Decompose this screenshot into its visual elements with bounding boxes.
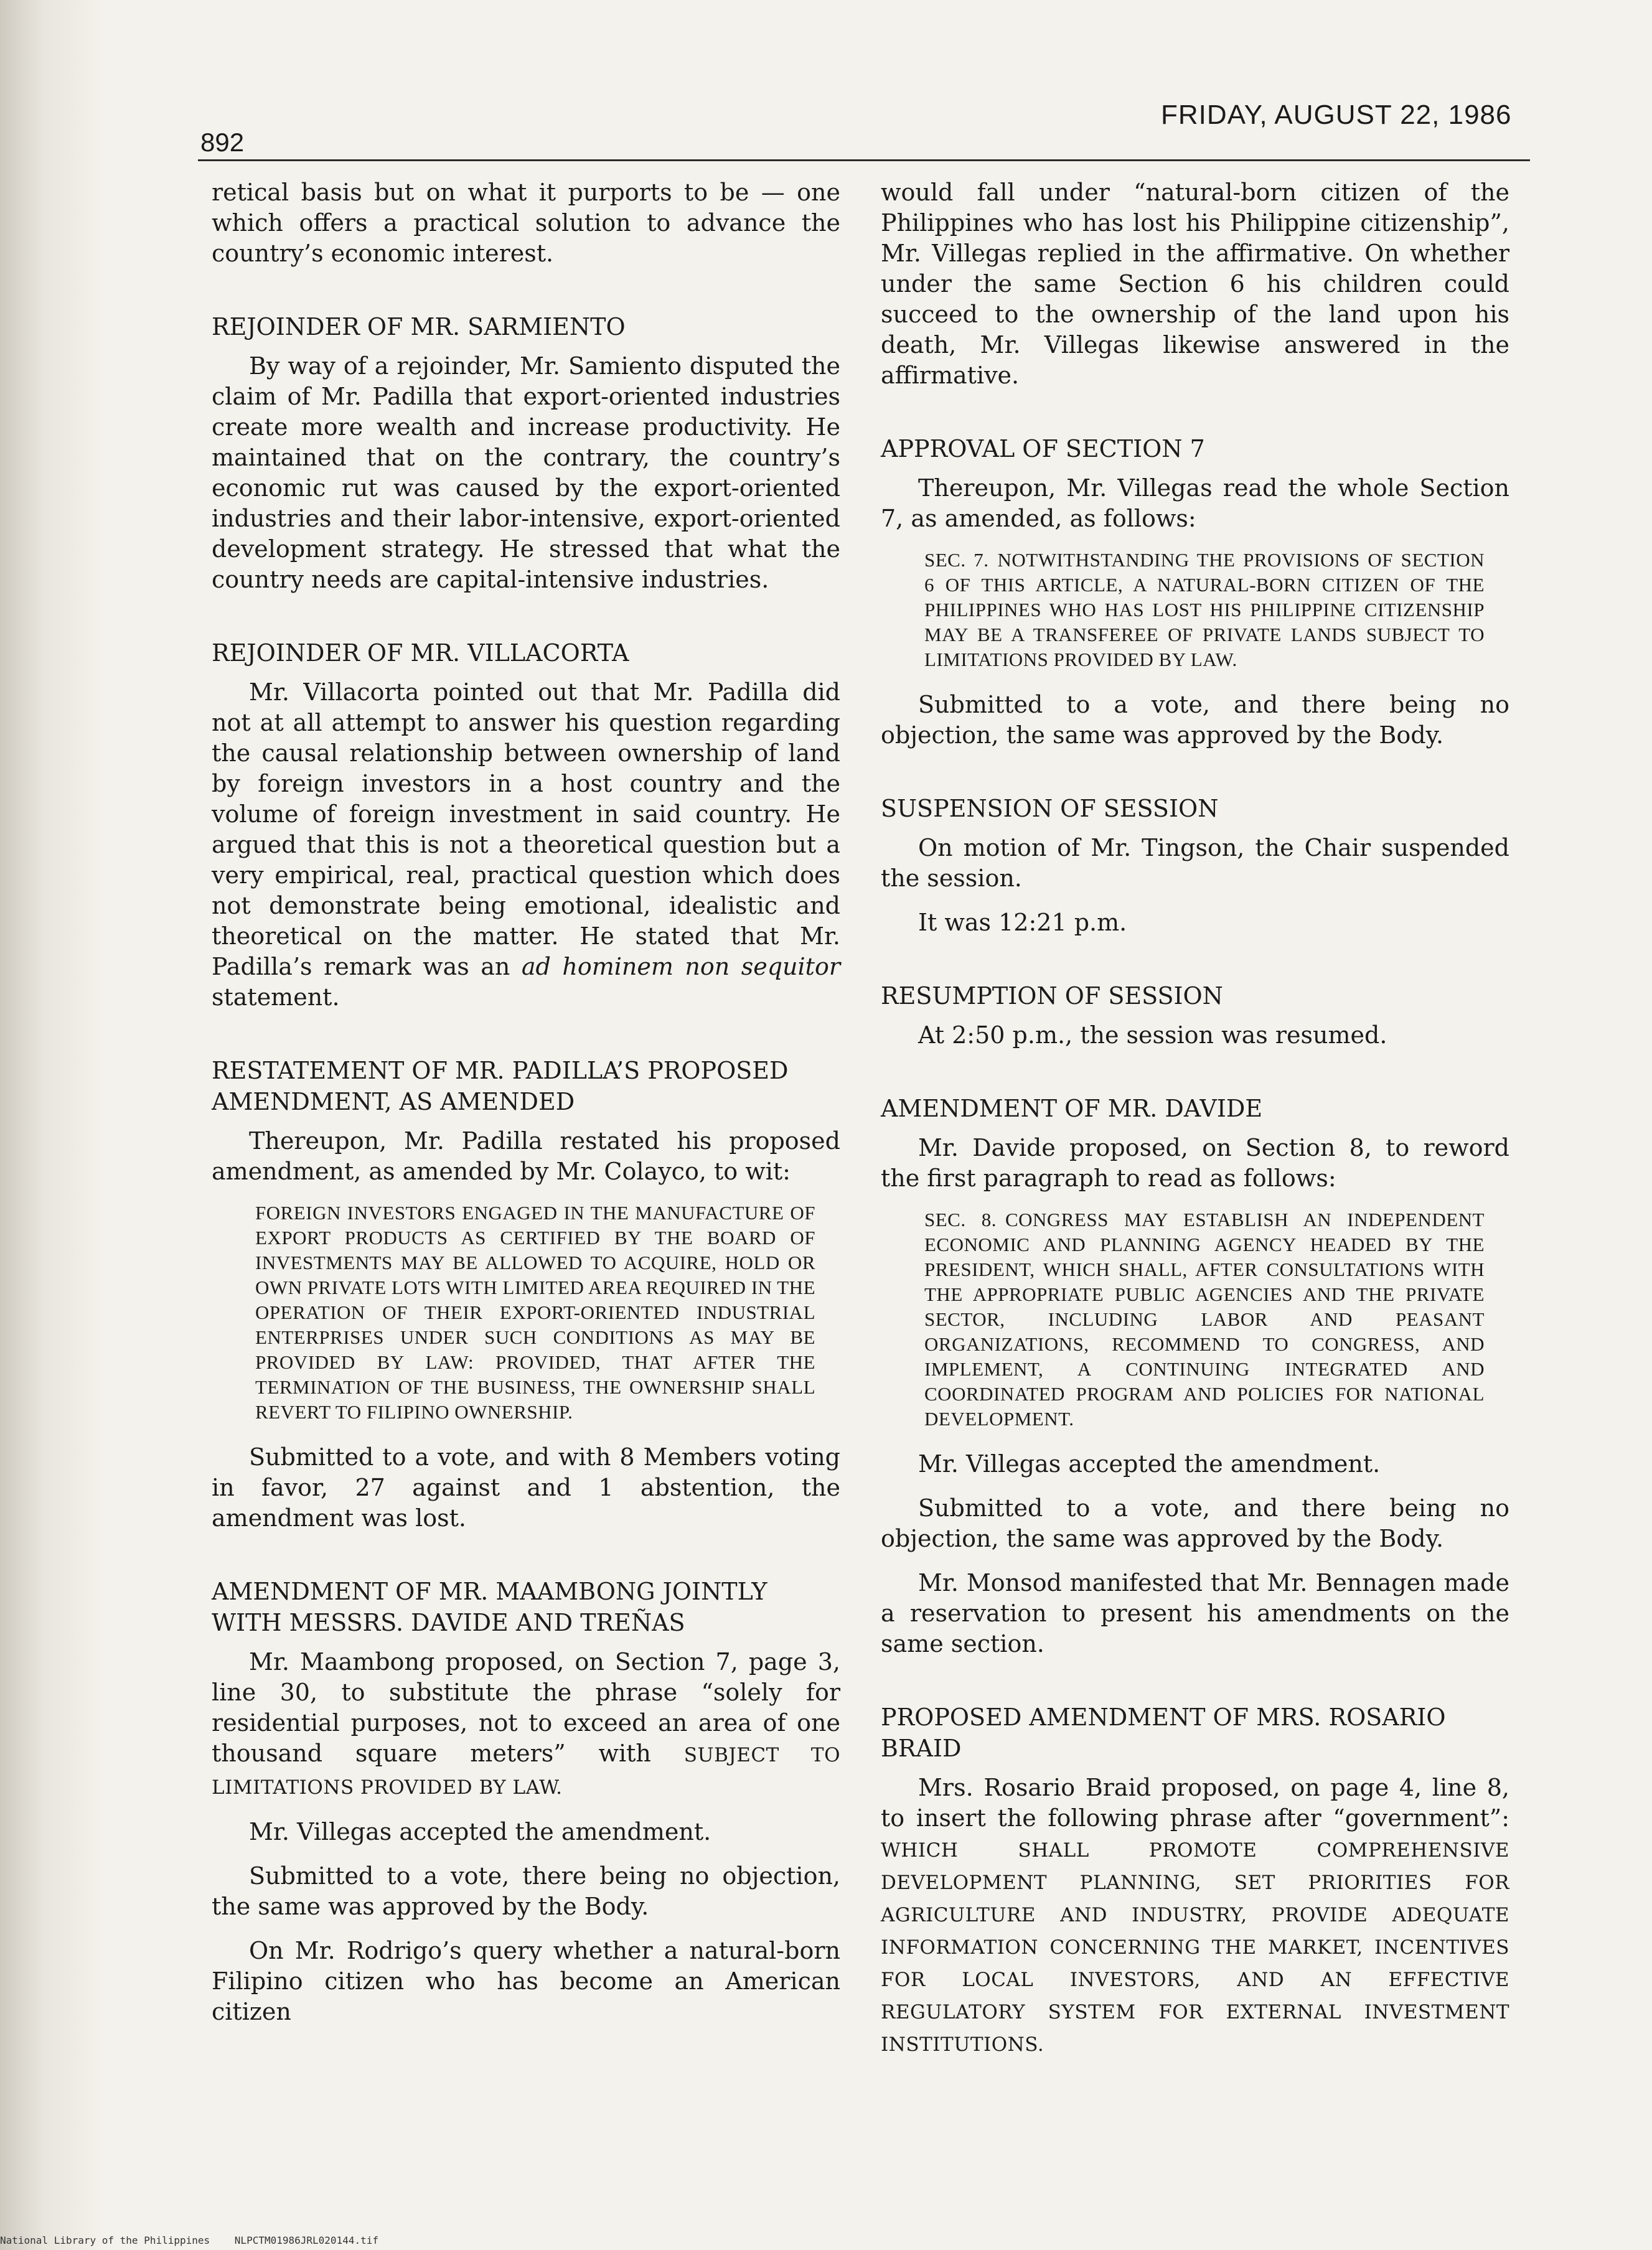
library-credit: National Library of the Philippines <box>0 2234 210 2246</box>
paragraph: It was 12:21 p.m. <box>918 909 1127 936</box>
quoted-section <box>924 548 1485 672</box>
caps-phrase: SUBJECT TO LIMITATIONS PROVIDED BY LAW. <box>212 1744 840 1799</box>
paragraph: would fall under “natural-born citizen of the Philippines who has lost his Philippine citizenship”, Mr. Villegas replied in the affirmative. On whether under the same Section 6 his children could succeed to the ownership of the land upon his death, Mr. Villegas likewise answered in the affirmative. <box>881 179 1509 389</box>
section-heading: PROPOSED AMENDMENT OF MRS. ROSARIO BRAID <box>881 1704 1446 1762</box>
caps-phrase: WHICH SHALL PROMOTE COMPREHENSIVE DEVELOPMENT PLANNING, SET PRIORITIES FOR AGRICULTURE AND INDUSTRY, PROVIDE ADEQUATE INFORMATION CONCERNING THE MARKET, INCENTIVES FOR LOCAL INVESTORS, AND AN EFFECTIVE REGULATORY SYSTEM FOR EXTERNAL INVESTMENT INSTITUTIONS. <box>881 1839 1509 2056</box>
left-column <box>212 177 840 2041</box>
section-heading: AMENDMENT OF MR. MAAMBONG JOINTLY WITH MESSRS. DAVIDE AND TREÑAS <box>212 1578 767 1636</box>
section-label: SEC. 8. <box>924 1209 997 1230</box>
paragraph: retical basis but on what it purports to be — one which offers a practical solution to advance the country’s economic interest. <box>212 179 840 267</box>
paragraph: Thereupon, Mr. Padilla restated his proposed amendment, as amended by Mr. Colayco, to wit: <box>212 1127 840 1185</box>
paragraph: Mr. Villegas accepted the amendment. <box>918 1450 1381 1478</box>
paragraph: Submitted to a vote, there being no objection, the same was approved by the Body. <box>212 1862 840 1920</box>
section-label: SEC. 7. <box>924 549 989 571</box>
paragraph-text: statement. <box>212 983 340 1011</box>
paragraph: At 2:50 p.m., the session was resumed. <box>918 1021 1387 1049</box>
paragraph: Mr. Monsod manifested that Mr. Bennagen made a reservation to present his amendments on the same section. <box>881 1569 1509 1657</box>
paragraph-text: Mrs. Rosario Braid proposed, on page 4, line 8, to insert the following phrase after “government”: <box>881 1774 1509 1832</box>
section-text: NOTWITHSTANDING THE PROVISIONS OF SECTION 6 OF THIS ARTICLE, A NATURAL-BORN CITIZEN OF THE PHILIPPINES WHO HAS LOST HIS PHILIPPINE CITIZENSHIP MAY BE A TRANSFEREE OF PRIVATE LANDS SUBJECT TO LIMITATIONS PROVIDED BY LAW. <box>924 549 1485 670</box>
section-heading: APPROVAL OF SECTION 7 <box>881 435 1205 462</box>
italic-phrase: ad hominem non sequitor <box>521 953 840 980</box>
section-heading: REJOINDER OF MR. SARMIENTO <box>212 313 626 340</box>
paragraph: Mr. Villegas accepted the amendment. <box>249 1818 711 1845</box>
section-heading: REJOINDER OF MR. VILLACORTA <box>212 639 629 667</box>
quoted-amendment: FOREIGN INVESTORS ENGAGED IN THE MANUFACTURE OF EXPORT PRODUCTS AS CERTIFIED BY THE BOARD OF INVESTMENTS MAY BE ALLOWED TO ACQUIRE, HOLD OR OWN PRIVATE LOTS WITH LIMITED AREA REQUIRED IN THE OPERATION OF THEIR EXPORT-ORIENTED INDUSTRIAL ENTERPRISES UNDER SUCH CONDITIONS AS MAY BE PROVIDED BY LAW: PROVIDED, THAT AFTER THE TERMINATION OF THE BUSINESS, THE OWNERSHIP SHALL REVERT TO FILIPINO OWNERSHIP. <box>255 1202 815 1423</box>
section-heading: RESUMPTION OF SESSION <box>881 982 1223 1010</box>
running-head-date: FRIDAY, AUGUST 22, 1986 <box>1161 100 1512 130</box>
scan-footer <box>0 2234 397 2246</box>
section-text: CONGRESS MAY ESTABLISH AN INDEPENDENT ECONOMIC AND PLANNING AGENCY HEADED BY THE PRESIDENT, WHICH SHALL, AFTER CONSULTATIONS WITH THE APPROPRIATE PUBLIC AGENCIES AND THE PRIVATE SECTOR, INCLUDING LABOR AND PEASANT ORGANIZATIONS, RECOMMEND TO CONGRESS, AND IMPLEMENT, A CONTINUING INTEGRATED AND COORDINATED PROGRAM AND POLICIES FOR NATIONAL DEVELOPMENT. <box>924 1209 1485 1430</box>
paragraph: Submitted to a vote, and there being no objection, the same was approved by the Body. <box>881 691 1509 749</box>
section-heading: AMENDMENT OF MR. DAVIDE <box>881 1095 1263 1122</box>
file-name: NLPCTM01986JRL020144.tif <box>234 2234 378 2246</box>
paragraph: Submitted to a vote, and there being no objection, the same was approved by the Body. <box>881 1494 1509 1552</box>
page-number: 892 <box>200 128 245 157</box>
section-heading: RESTATEMENT OF MR. PADILLA’S PROPOSED AMENDMENT, AS AMENDED <box>212 1057 789 1115</box>
header-rule <box>198 159 1530 161</box>
paragraph-text: Mr. Maambong proposed, on Section 7, page 3, line 30, to substitute the phrase “solely for residential purposes, not to exceed an area of one thousand square meters” with <box>212 1648 840 1767</box>
paragraph <box>212 677 840 1013</box>
paragraph: Thereupon, Mr. Villegas read the whole Section 7, as amended, as follows: <box>881 474 1509 532</box>
quoted-section <box>924 1207 1485 1432</box>
right-column <box>881 177 1509 2074</box>
paragraph: On motion of Mr. Tingson, the Chair suspended the session. <box>881 834 1509 892</box>
paragraph <box>212 1647 840 1803</box>
scan-edge-shadow <box>0 0 106 2250</box>
paragraph: By way of a rejoinder, Mr. Samiento disputed the claim of Mr. Padilla that export-oriented industries create more wealth and increase productivity. He maintained that on the contrary, the country’s economic rut was caused by the export-oriented industries and their labor-intensive, export-oriented development strategy. He stressed that what the country needs are capital-intensive industries. <box>212 352 840 593</box>
paragraph: Mr. Davide proposed, on Section 8, to reword the first paragraph to read as follows: <box>881 1134 1509 1192</box>
paragraph: On Mr. Rodrigo’s query whether a natural-born Filipino citizen who has become an American citizen <box>212 1937 840 2025</box>
section-heading: SUSPENSION OF SESSION <box>881 795 1219 822</box>
paragraph <box>881 1773 1509 2060</box>
paragraph-text: Mr. Villacorta pointed out that Mr. Padilla did not at all attempt to answer his question regarding the causal relationship between ownership of land by foreign investors in a host country and the volume of foreign investment in said country. He argued that this is not a theoretical question but a very empirical, real, practical question which does not demonstrate being emotional, idealistic and theoretical on the matter. He stated that Mr. Padilla’s remark was an <box>212 678 840 980</box>
paragraph: Submitted to a vote, and with 8 Members voting in favor, 27 against and 1 abstention, the amendment was lost. <box>212 1443 840 1532</box>
